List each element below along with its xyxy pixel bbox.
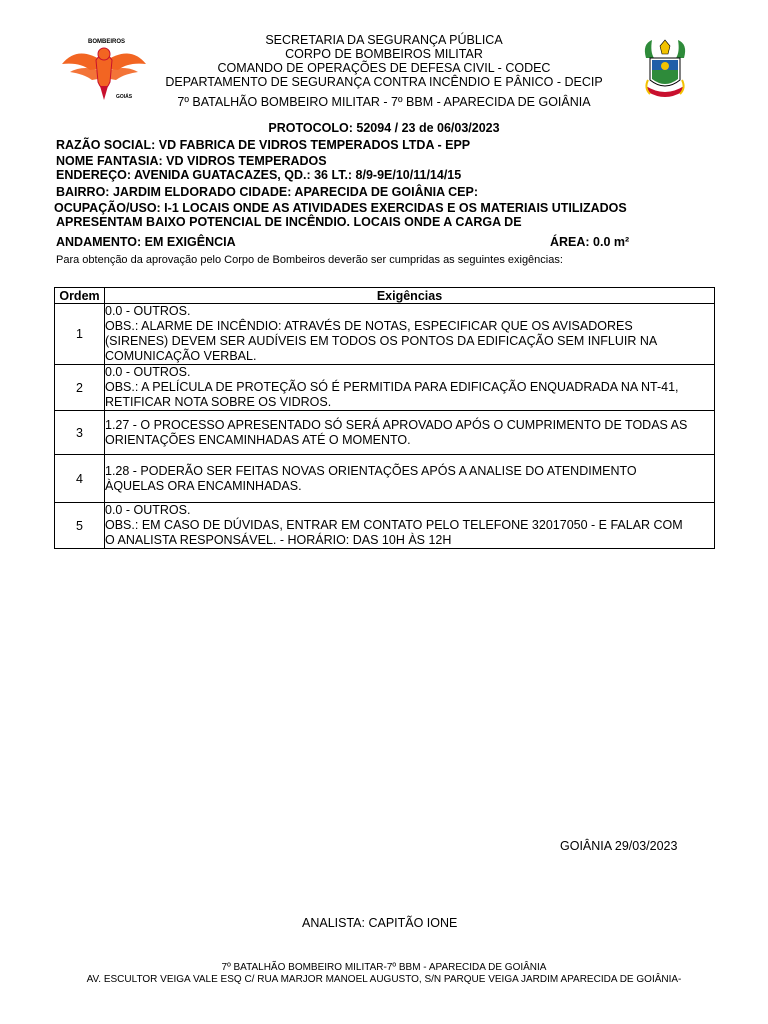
table-row [55, 304, 715, 365]
field-bairro: BAIRRO: JARDIM ELDORADO CIDADE: APARECIDA DE GOIÂNIA CEP: [56, 185, 478, 199]
footer-line-1: 7º BATALHÃO BOMBEIRO MILITAR-7º BBM - APARECIDA DE GOIÂNIA [221, 962, 547, 973]
row-ordem-cell: 3 [55, 411, 105, 455]
row-exigencia-cell [105, 304, 715, 365]
exigencia-text-line: ORIENTAÇÕES ENCAMINHADAS ATÉ O MOMENTO. [105, 432, 411, 447]
table-row [55, 365, 715, 411]
row-exigencia-cell [105, 455, 715, 503]
exigencia-text-line: 1.27 - O PROCESSO APRESENTADO SÓ SERÁ APROVADO APÓS O CUMPRIMENTO DE TODAS AS [105, 417, 688, 432]
header-line-2: CORPO DE BOMBEIROS MILITAR [285, 47, 483, 61]
field-ocupacao-line-2: APRESENTAM BAIXO POTENCIAL DE INCÊNDIO. LOCAIS ONDE A CARGA DE [56, 215, 522, 229]
exigencia-text-line: (SIRENES) DEVEM SER AUDÍVEIS EM TODOS OS PONTOS DA EDIFICAÇÃO SEM INFLUIR NA [105, 334, 658, 348]
exigencia-text-line: 0.0 - OUTROS. [105, 304, 191, 318]
column-header-exigencias: Exigências [105, 288, 715, 304]
emblem-text-bottom: GOIÁS [116, 94, 133, 100]
protocol-number: PROTOCOLO: 52094 / 23 de 06/03/2023 [268, 121, 500, 135]
date-line: GOIÂNIA 29/03/2023 [560, 839, 678, 853]
row-ordem-cell: 5 [55, 503, 105, 549]
table-row [55, 455, 715, 503]
exigencia-text-line: OBS.: ALARME DE INCÊNDIO: ATRAVÉS DE NOTAS, ESPECIFICAR QUE OS AVISADORES [105, 319, 633, 333]
exigencia-text-line: 0.0 - OUTROS. [105, 503, 191, 517]
footer-line-2: AV. ESCULTOR VEIGA VALE ESQ C/ RUA MARJOR MANOEL AUGUSTO, S/N PARQUE VEIGA JARDIM APARECIDA DE GOIÂNIA- [86, 974, 682, 985]
analyst-line: ANALISTA: CAPITÃO IONE [302, 916, 458, 930]
exigencia-text-line: ÀQUELAS ORA ENCAMINHADAS. [105, 478, 302, 493]
row-ordem-cell: 2 [55, 365, 105, 411]
exigencia-text-line: 1.28 - PODERÃO SER FEITAS NOVAS ORIENTAÇÕES APÓS A ANALISE DO ATENDIMENTO [105, 463, 637, 478]
exigencia-text-line: 0.0 - OUTROS. [105, 365, 191, 379]
exigencia-text-line: OBS.: EM CASO DE DÚVIDAS, ENTRAR EM CONTATO PELO TELEFONE 32017050 - E FALAR COM [105, 518, 683, 532]
intro-text: Para obtenção da aprovação pelo Corpo de Bombeiros deverão ser cumpridas as seguintes exigências: [56, 254, 563, 266]
header-line-1: SECRETARIA DA SEGURANÇA PÚBLICA [265, 33, 503, 47]
header-line-4: DEPARTAMENTO DE SEGURANÇA CONTRA INCÊNDIO E PÂNICO - DECIP [165, 75, 603, 89]
table-row [55, 411, 715, 455]
field-razao-social: RAZÃO SOCIAL: VD FABRICA DE VIDROS TEMPERADOS LTDA - EPP [56, 138, 471, 152]
field-endereco: ENDEREÇO: AVENIDA GUATACAZES, QD.: 36 LT.: 8/9-9E/10/11/14/15 [56, 168, 462, 182]
field-area: ÁREA: 0.0 m² [550, 235, 630, 249]
exigencia-text-line: OBS.: A PELÍCULA DE PROTEÇÃO SÓ É PERMITIDA PARA EDIFICAÇÃO ENQUADRADA NA NT-41, [105, 380, 679, 394]
emblem-text-top: BOMBEIROS [88, 39, 126, 45]
coat-of-arms-logo [640, 36, 690, 100]
field-andamento: ANDAMENTO: EM EXIGÊNCIA [56, 235, 236, 249]
row-exigencia-cell [105, 503, 715, 549]
field-nome-fantasia: NOME FANTASIA: VD VIDROS TEMPERADOS [56, 154, 327, 168]
exigencia-text-line: COMUNICAÇÃO VERBAL. [105, 349, 257, 363]
row-ordem-cell: 4 [55, 455, 105, 503]
row-exigencia-cell [105, 411, 715, 455]
requirements-table [54, 287, 715, 549]
table-header-row [55, 288, 715, 304]
exigencia-text-line: RETIFICAR NOTA SOBRE OS VIDROS. [105, 395, 332, 409]
exigencia-text-line: O ANALISTA RESPONSÁVEL. - HORÁRIO: DAS 10H ÀS 12H [105, 533, 452, 547]
header-line-5: 7º BATALHÃO BOMBEIRO MILITAR - 7º BBM - APARECIDA DE GOIÂNIA [177, 95, 591, 109]
bombeiros-emblem-logo [58, 34, 150, 104]
row-exigencia-cell [105, 365, 715, 411]
column-header-ordem: Ordem [55, 288, 105, 304]
row-ordem-cell: 1 [55, 304, 105, 365]
header-line-3: COMANDO DE OPERAÇÕES DE DEFESA CIVIL - CODEC [217, 61, 551, 75]
field-ocupacao-line-1: OCUPAÇÃO/USO: I-1 LOCAIS ONDE AS ATIVIDADES EXERCIDAS E OS MATERIAIS UTILIZADOS [54, 201, 627, 215]
table-row [55, 503, 715, 549]
